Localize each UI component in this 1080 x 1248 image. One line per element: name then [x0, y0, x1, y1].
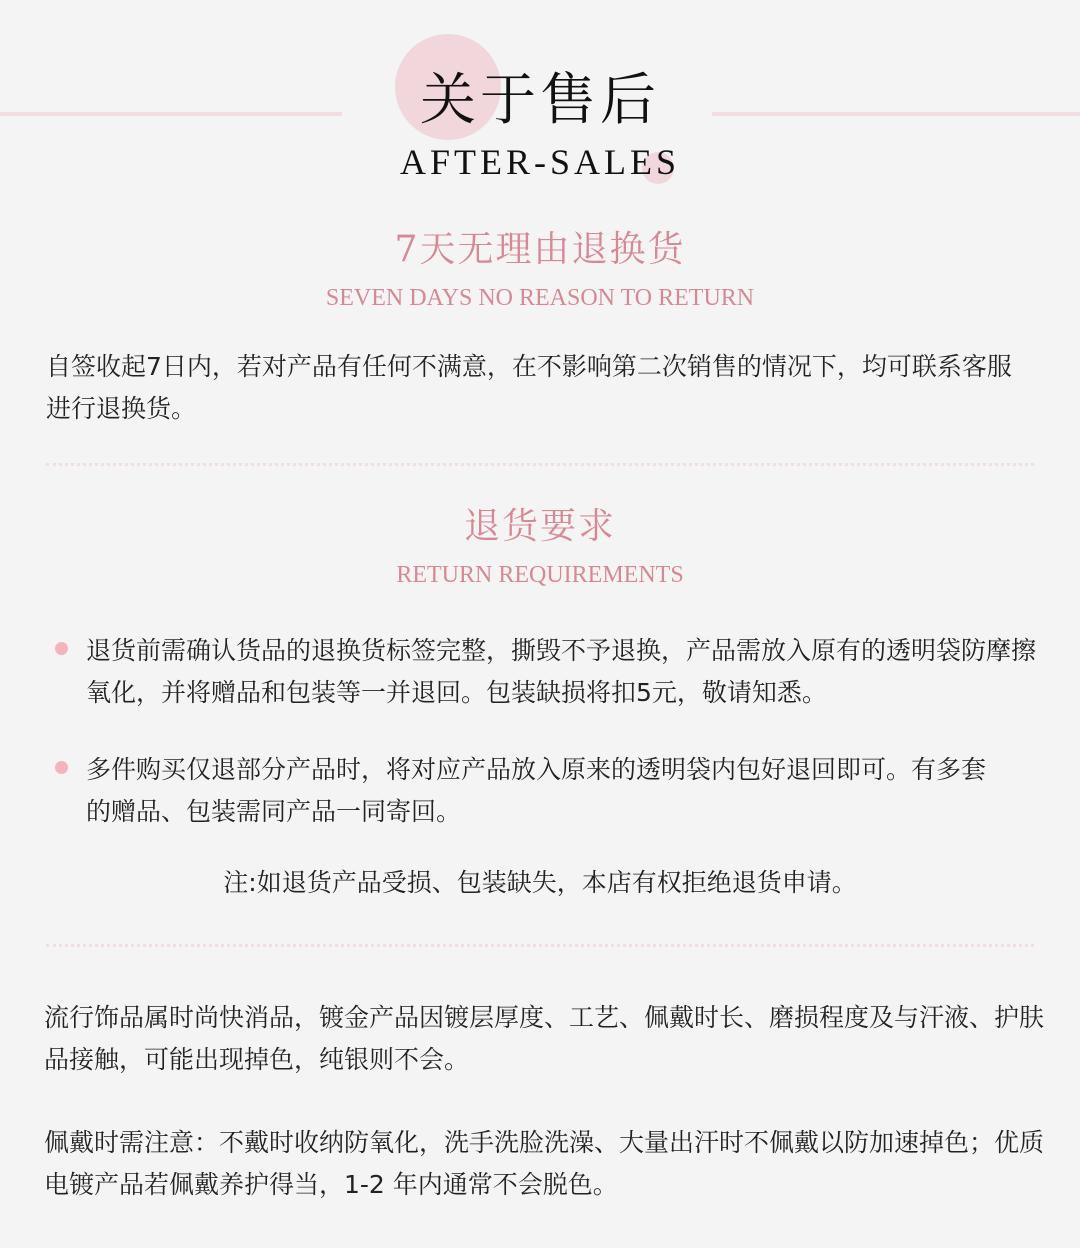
- page-subtitle: AFTER-SALES: [399, 142, 681, 182]
- dotted-divider: [46, 944, 1034, 947]
- requirement-item: 多件购买仅退部分产品时，将对应产品放入原来的透明袋内包好退回即可。有多套的赠品、包装需同产品一同寄回。: [86, 755, 987, 826]
- bullet-dot: [55, 642, 68, 655]
- requirement-item: 退货前需确认货品的退换货标签完整，撕毁不予退换，产品需放入原有的透明袋防摩擦氧化，并将赠品和包装等一并退回。包装缺损将扣5元，敬请知悉。: [86, 636, 1037, 707]
- section-title-requirements: 退货要求: [463, 506, 616, 547]
- notice-para-care: 佩戴时需注意：不戴时收纳防氧化，洗手洗脸洗澡、大量出汗时不佩戴以防加速掉色；优质电镀产品若佩戴养护得当，1-2 年内通常不会脱色。: [44, 1128, 1045, 1199]
- page-title: 关于售后: [420, 68, 660, 133]
- notice-para-plating: 流行饰品属时尚快消品，镀金产品因镀层厚度、工艺、佩戴时长、磨损程度及与汗液、护肤品接触，可能出现掉色，纯银则不会。: [44, 1003, 1045, 1074]
- section-title-return7: 7天无理由退换货: [394, 229, 686, 270]
- bullet-dot: [55, 761, 68, 774]
- return-note: 注:如退货产品受损、包装缺失，本店有权拒绝退货申请。: [223, 868, 857, 897]
- section-subtitle-return7: SEVEN DAYS NO REASON TO RETURN: [325, 285, 755, 311]
- section-subtitle-requirements: RETURN REQUIREMENTS: [396, 562, 684, 588]
- dotted-divider: [46, 463, 1034, 466]
- return7-body: 自签收起7日内，若对产品有任何不满意，在不影响第二次销售的情况下，均可联系客服进行退换货。: [46, 352, 1012, 423]
